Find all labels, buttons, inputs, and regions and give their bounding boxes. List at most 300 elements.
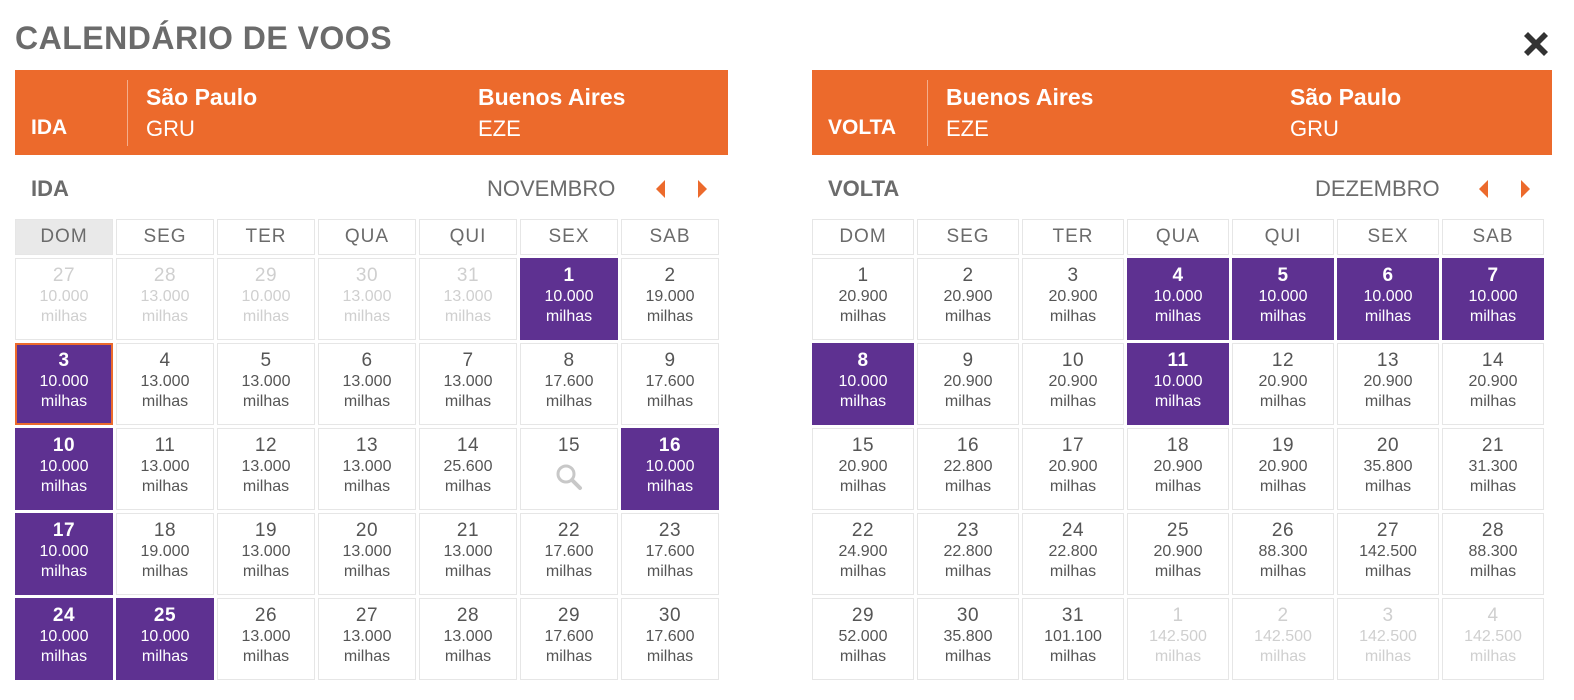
day-number: 29 xyxy=(254,265,278,286)
calendar-day-cell[interactable] xyxy=(917,428,1019,510)
price-miles: 142.500 xyxy=(1359,543,1417,560)
price-unit: milhas xyxy=(1049,393,1097,410)
calendar-day-cell[interactable] xyxy=(217,598,315,680)
day-number: 24 xyxy=(1061,520,1085,541)
price-unit: milhas xyxy=(944,393,992,410)
price-unit: milhas xyxy=(944,563,992,580)
price-miles: 17.600 xyxy=(645,628,695,645)
inbound-calendar xyxy=(809,216,1547,683)
price-unit: milhas xyxy=(1259,478,1307,495)
calendar-day-cell[interactable] xyxy=(15,428,113,510)
price-unit: milhas xyxy=(646,393,694,410)
calendar-day-cell[interactable] xyxy=(520,513,618,595)
price-miles: 13.000 xyxy=(443,628,493,645)
day-number: 10 xyxy=(52,435,76,456)
search-icon xyxy=(555,463,583,491)
calendar-day-cell[interactable] xyxy=(621,428,719,510)
price-unit: milhas xyxy=(141,393,189,410)
weekday-header: DOM xyxy=(15,219,113,255)
price-unit: milhas xyxy=(1154,393,1202,410)
price-unit: milhas xyxy=(343,648,391,665)
next-month-button[interactable] xyxy=(1519,178,1533,200)
day-number: 18 xyxy=(1166,435,1190,456)
calendar-week-row xyxy=(15,598,719,680)
calendar-day-cell[interactable] xyxy=(1442,598,1544,680)
calendar-day-cell[interactable] xyxy=(116,598,214,680)
weekday-header: QUA xyxy=(318,219,416,255)
price-unit: milhas xyxy=(839,648,887,665)
price-unit: milhas xyxy=(242,648,290,665)
day-number: 28 xyxy=(456,605,480,626)
price-unit: milhas xyxy=(1364,393,1412,410)
price-miles: 20.900 xyxy=(1048,458,1098,475)
close-button[interactable] xyxy=(1518,26,1554,62)
calendar-day-cell[interactable] xyxy=(419,343,517,425)
calendar-week-row xyxy=(15,428,719,510)
calendar-day-cell[interactable] xyxy=(15,258,113,340)
day-number: 26 xyxy=(1271,520,1295,541)
price-unit: milhas xyxy=(944,648,992,665)
day-number: 2 xyxy=(962,265,974,286)
price-miles: 142.500 xyxy=(1359,628,1417,645)
calendar-day-cell[interactable] xyxy=(15,598,113,680)
day-number: 3 xyxy=(1067,265,1079,286)
price-miles: 17.600 xyxy=(544,373,594,390)
price-unit: milhas xyxy=(444,478,492,495)
price-unit: milhas xyxy=(1364,308,1412,325)
day-number: 1 xyxy=(563,265,575,286)
price-miles: 10.000 xyxy=(1363,288,1413,305)
day-number: 21 xyxy=(456,520,480,541)
day-number: 22 xyxy=(557,520,581,541)
price-miles: 10.000 xyxy=(1153,288,1203,305)
month-label: NOVEMBRO xyxy=(487,176,616,201)
day-number: 13 xyxy=(355,435,379,456)
price-unit: milhas xyxy=(1154,563,1202,580)
price-miles: 142.500 xyxy=(1149,628,1207,645)
chevron-left-icon xyxy=(653,178,667,200)
price-unit: milhas xyxy=(944,308,992,325)
calendar-day-cell[interactable] xyxy=(621,513,719,595)
day-number: 3 xyxy=(1382,605,1394,626)
day-number: 15 xyxy=(851,435,875,456)
price-unit: milhas xyxy=(646,648,694,665)
price-unit: milhas xyxy=(839,393,887,410)
prev-month-button[interactable] xyxy=(1476,178,1490,200)
day-number: 9 xyxy=(664,350,676,371)
price-unit: milhas xyxy=(343,478,391,495)
day-number: 7 xyxy=(462,350,474,371)
calendar-day-cell[interactable] xyxy=(318,513,416,595)
calendar-week-row xyxy=(812,428,1544,510)
price-miles: 10.000 xyxy=(544,288,594,305)
calendar-day-cell[interactable] xyxy=(1127,598,1229,680)
price-miles: 20.900 xyxy=(1048,288,1098,305)
price-miles: 10.000 xyxy=(838,373,888,390)
price-miles: 20.900 xyxy=(1048,373,1098,390)
price-unit: milhas xyxy=(1469,563,1517,580)
weekday-header: SAB xyxy=(621,219,719,255)
price-unit: milhas xyxy=(242,563,290,580)
price-unit: milhas xyxy=(343,393,391,410)
day-number: 12 xyxy=(1271,350,1295,371)
calendar-day-cell[interactable] xyxy=(1022,598,1124,680)
day-number: 31 xyxy=(1061,605,1085,626)
calendar-week-row xyxy=(15,343,719,425)
calendar-day-cell[interactable] xyxy=(217,513,315,595)
price-miles: 52.000 xyxy=(838,628,888,645)
price-unit: milhas xyxy=(1469,478,1517,495)
price-unit: milhas xyxy=(545,563,593,580)
weekday-header: SAB xyxy=(1442,219,1544,255)
next-month-button[interactable] xyxy=(696,178,710,200)
price-unit: milhas xyxy=(242,308,290,325)
calendar-day-cell[interactable] xyxy=(1337,343,1439,425)
calendar-direction-label: VOLTA xyxy=(828,176,900,201)
day-number: 26 xyxy=(254,605,278,626)
day-number: 15 xyxy=(557,435,581,456)
calendar-day-cell[interactable] xyxy=(1232,513,1334,595)
calendar-day-cell[interactable] xyxy=(1337,513,1439,595)
price-miles: 20.900 xyxy=(1468,373,1518,390)
calendar-day-cell[interactable] xyxy=(1232,428,1334,510)
price-unit: milhas xyxy=(1259,563,1307,580)
price-unit: milhas xyxy=(545,393,593,410)
price-unit: milhas xyxy=(1364,478,1412,495)
price-unit: milhas xyxy=(1049,648,1097,665)
weekday-header: QUI xyxy=(1232,219,1334,255)
day-number: 16 xyxy=(956,435,980,456)
calendar-day-cell[interactable] xyxy=(217,343,315,425)
day-number: 18 xyxy=(153,520,177,541)
day-number: 19 xyxy=(1271,435,1295,456)
calendar-day-cell[interactable] xyxy=(812,598,914,680)
calendar-week-row xyxy=(812,513,1544,595)
price-unit: milhas xyxy=(343,308,391,325)
price-unit: milhas xyxy=(1154,308,1202,325)
calendar-week-row xyxy=(812,343,1544,425)
price-miles: 20.900 xyxy=(1258,458,1308,475)
calendar-day-cell[interactable] xyxy=(621,343,719,425)
page-title: CALENDÁRIO DE VOOS xyxy=(15,20,393,56)
calendar-day-cell[interactable] xyxy=(917,513,1019,595)
calendar-day-cell[interactable] xyxy=(1232,598,1334,680)
price-miles: 31.300 xyxy=(1468,458,1518,475)
price-miles: 20.900 xyxy=(943,373,993,390)
day-number: 27 xyxy=(52,265,76,286)
price-unit: milhas xyxy=(141,563,189,580)
price-miles: 13.000 xyxy=(342,288,392,305)
day-number: 20 xyxy=(355,520,379,541)
day-number: 20 xyxy=(1376,435,1400,456)
price-miles: 19.000 xyxy=(645,288,695,305)
calendar-week-row xyxy=(15,513,719,595)
price-miles: 10.000 xyxy=(140,628,190,645)
calendar-day-cell[interactable] xyxy=(1022,513,1124,595)
price-unit: milhas xyxy=(1469,648,1517,665)
calendar-week-row xyxy=(812,598,1544,680)
calendar-day-cell[interactable] xyxy=(1127,428,1229,510)
destination-code: EZE xyxy=(478,116,521,141)
calendar-day-cell[interactable] xyxy=(1127,343,1229,425)
outbound-calendar xyxy=(12,216,722,683)
day-number: 31 xyxy=(456,265,480,286)
day-number: 14 xyxy=(456,435,480,456)
price-unit: milhas xyxy=(1259,308,1307,325)
price-unit: milhas xyxy=(1154,478,1202,495)
day-number: 7 xyxy=(1487,265,1499,286)
price-unit: milhas xyxy=(343,563,391,580)
day-number: 10 xyxy=(1061,350,1085,371)
price-miles: 10.000 xyxy=(1153,373,1203,390)
day-number: 5 xyxy=(1277,265,1289,286)
price-unit: milhas xyxy=(646,563,694,580)
price-unit: milhas xyxy=(1259,393,1307,410)
calendar-day-cell[interactable] xyxy=(1337,258,1439,340)
calendar-day-cell[interactable] xyxy=(217,428,315,510)
weekday-header: SEX xyxy=(1337,219,1439,255)
price-miles: 142.500 xyxy=(1254,628,1312,645)
price-miles: 88.300 xyxy=(1258,543,1308,560)
calendar-day-cell[interactable] xyxy=(1022,343,1124,425)
price-unit: milhas xyxy=(40,393,88,410)
calendar-day-cell[interactable] xyxy=(520,428,618,510)
calendar-day-cell[interactable] xyxy=(1442,428,1544,510)
price-miles: 13.000 xyxy=(342,373,392,390)
day-number: 21 xyxy=(1481,435,1505,456)
price-miles: 20.900 xyxy=(838,288,888,305)
close-icon xyxy=(1518,26,1554,62)
day-number: 25 xyxy=(153,605,177,626)
price-miles: 20.900 xyxy=(838,458,888,475)
price-miles: 10.000 xyxy=(241,288,291,305)
price-miles: 22.800 xyxy=(1048,543,1098,560)
price-unit: milhas xyxy=(646,308,694,325)
destination-code: GRU xyxy=(1290,116,1339,141)
day-number: 23 xyxy=(658,520,682,541)
day-number: 11 xyxy=(154,435,176,456)
calendar-day-cell[interactable] xyxy=(116,513,214,595)
calendar-day-cell[interactable] xyxy=(812,428,914,510)
price-miles: 20.900 xyxy=(1363,373,1413,390)
calendar-day-cell[interactable] xyxy=(1337,428,1439,510)
price-unit: milhas xyxy=(444,648,492,665)
calendar-day-cell[interactable] xyxy=(318,258,416,340)
destination-city: Buenos Aires xyxy=(478,84,626,110)
price-miles: 13.000 xyxy=(443,373,493,390)
inbound-panel xyxy=(812,70,1552,665)
calendar-day-cell[interactable] xyxy=(1127,258,1229,340)
price-miles: 10.000 xyxy=(1258,288,1308,305)
origin-city: Buenos Aires xyxy=(946,84,1094,110)
month-label: DEZEMBRO xyxy=(1315,176,1440,201)
chevron-left-icon xyxy=(1476,178,1490,200)
day-number: 28 xyxy=(153,265,177,286)
price-miles: 13.000 xyxy=(342,543,392,560)
calendar-day-cell[interactable] xyxy=(1127,513,1229,595)
origin-city: São Paulo xyxy=(146,84,258,110)
weekday-header: QUI xyxy=(419,219,517,255)
price-miles: 13.000 xyxy=(342,458,392,475)
price-miles: 20.900 xyxy=(1153,458,1203,475)
price-unit: milhas xyxy=(1364,563,1412,580)
calendar-day-cell[interactable] xyxy=(419,598,517,680)
calendar-day-cell[interactable] xyxy=(116,428,214,510)
calendar-day-cell[interactable] xyxy=(520,258,618,340)
price-unit: milhas xyxy=(1049,308,1097,325)
price-miles: 20.900 xyxy=(1258,373,1308,390)
calendar-day-cell[interactable] xyxy=(520,598,618,680)
calendar-day-cell[interactable] xyxy=(419,513,517,595)
price-miles: 10.000 xyxy=(39,373,89,390)
price-miles: 10.000 xyxy=(39,628,89,645)
calendar-day-cell[interactable] xyxy=(621,598,719,680)
origin-code: EZE xyxy=(946,116,989,141)
price-unit: milhas xyxy=(40,308,88,325)
day-number: 22 xyxy=(851,520,875,541)
price-miles: 24.900 xyxy=(838,543,888,560)
price-unit: milhas xyxy=(1049,478,1097,495)
day-number: 6 xyxy=(361,350,373,371)
price-unit: milhas xyxy=(444,308,492,325)
price-miles: 22.800 xyxy=(943,458,993,475)
day-number: 30 xyxy=(956,605,980,626)
route-direction: VOLTA xyxy=(828,116,897,139)
price-miles: 35.800 xyxy=(1363,458,1413,475)
day-number: 11 xyxy=(1167,350,1189,371)
day-number: 23 xyxy=(956,520,980,541)
price-miles: 142.500 xyxy=(1464,628,1522,645)
price-miles: 17.600 xyxy=(645,543,695,560)
calendar-week-row xyxy=(812,258,1544,340)
price-miles: 17.600 xyxy=(544,628,594,645)
calendar-day-cell[interactable] xyxy=(318,428,416,510)
calendar-day-cell[interactable] xyxy=(621,258,719,340)
calendar-day-cell[interactable] xyxy=(1022,258,1124,340)
day-number: 1 xyxy=(857,265,869,286)
price-miles: 10.000 xyxy=(39,543,89,560)
day-number: 4 xyxy=(1487,605,1499,626)
price-unit: milhas xyxy=(1154,648,1202,665)
day-number: 14 xyxy=(1481,350,1505,371)
calendar-day-cell[interactable] xyxy=(217,258,315,340)
price-miles: 10.000 xyxy=(39,288,89,305)
calendar-day-cell[interactable] xyxy=(1442,513,1544,595)
day-number: 8 xyxy=(563,350,575,371)
calendar-day-cell[interactable] xyxy=(917,258,1019,340)
calendar-day-cell[interactable] xyxy=(1442,343,1544,425)
price-unit: milhas xyxy=(839,563,887,580)
day-number: 4 xyxy=(1172,265,1184,286)
calendar-day-cell[interactable] xyxy=(520,343,618,425)
price-unit: milhas xyxy=(40,648,88,665)
calendar-week-row xyxy=(15,258,719,340)
calendar-day-cell[interactable] xyxy=(812,343,914,425)
price-miles: 13.000 xyxy=(241,628,291,645)
calendar-day-cell[interactable] xyxy=(15,513,113,595)
price-unit: milhas xyxy=(444,393,492,410)
price-miles: 10.000 xyxy=(645,458,695,475)
weekday-header: SEG xyxy=(917,219,1019,255)
price-miles: 13.000 xyxy=(443,288,493,305)
day-number: 19 xyxy=(254,520,278,541)
price-unit: milhas xyxy=(1469,308,1517,325)
calendar-day-cell[interactable] xyxy=(1022,428,1124,510)
price-unit: milhas xyxy=(242,478,290,495)
price-miles: 88.300 xyxy=(1468,543,1518,560)
origin-code: GRU xyxy=(146,116,195,141)
day-number: 17 xyxy=(52,520,76,541)
day-number: 30 xyxy=(355,265,379,286)
calendar-day-cell[interactable] xyxy=(917,598,1019,680)
day-number: 4 xyxy=(159,350,171,371)
price-miles: 13.000 xyxy=(443,543,493,560)
weekday-header: DOM xyxy=(812,219,914,255)
price-miles: 22.800 xyxy=(943,543,993,560)
weekday-header: SEX xyxy=(520,219,618,255)
price-miles: 13.000 xyxy=(140,373,190,390)
calendar-day-cell[interactable] xyxy=(812,258,914,340)
calendar-day-cell[interactable] xyxy=(1442,258,1544,340)
calendar-day-cell[interactable] xyxy=(116,258,214,340)
calendar-day-cell[interactable] xyxy=(318,343,416,425)
price-unit: milhas xyxy=(545,648,593,665)
day-number: 29 xyxy=(557,605,581,626)
calendar-day-cell[interactable] xyxy=(1232,258,1334,340)
outbound-panel xyxy=(15,70,728,665)
day-number: 3 xyxy=(58,350,70,371)
day-number: 16 xyxy=(658,435,682,456)
calendar-day-cell[interactable] xyxy=(812,513,914,595)
price-miles: 35.800 xyxy=(943,628,993,645)
price-unit: milhas xyxy=(1364,648,1412,665)
calendar-day-cell[interactable] xyxy=(15,343,113,425)
day-number: 28 xyxy=(1481,520,1505,541)
route-direction: IDA xyxy=(31,116,68,139)
price-unit: milhas xyxy=(141,308,189,325)
day-number: 1 xyxy=(1172,605,1184,626)
calendar-day-cell[interactable] xyxy=(419,428,517,510)
weekday-header: TER xyxy=(1022,219,1124,255)
price-unit: milhas xyxy=(444,563,492,580)
day-number: 6 xyxy=(1382,265,1394,286)
destination-city: São Paulo xyxy=(1290,84,1402,110)
weekday-header: QUA xyxy=(1127,219,1229,255)
price-unit: milhas xyxy=(40,563,88,580)
calendar-day-cell[interactable] xyxy=(318,598,416,680)
day-number: 27 xyxy=(355,605,379,626)
chevron-right-icon xyxy=(1519,178,1533,200)
price-miles: 13.000 xyxy=(241,373,291,390)
price-unit: milhas xyxy=(1469,393,1517,410)
calendar-day-cell[interactable] xyxy=(1337,598,1439,680)
price-unit: milhas xyxy=(141,648,189,665)
prev-month-button[interactable] xyxy=(653,178,667,200)
weekday-header: TER xyxy=(217,219,315,255)
price-unit: milhas xyxy=(839,308,887,325)
calendar-day-cell[interactable] xyxy=(917,343,1019,425)
price-miles: 20.900 xyxy=(943,288,993,305)
price-miles: 101.100 xyxy=(1044,628,1102,645)
price-unit: milhas xyxy=(839,478,887,495)
price-miles: 13.000 xyxy=(241,543,291,560)
day-number: 30 xyxy=(658,605,682,626)
calendar-day-cell[interactable] xyxy=(1232,343,1334,425)
calendar-day-cell[interactable] xyxy=(116,343,214,425)
price-miles: 20.900 xyxy=(1153,543,1203,560)
price-unit: milhas xyxy=(944,478,992,495)
calendar-day-cell[interactable] xyxy=(419,258,517,340)
